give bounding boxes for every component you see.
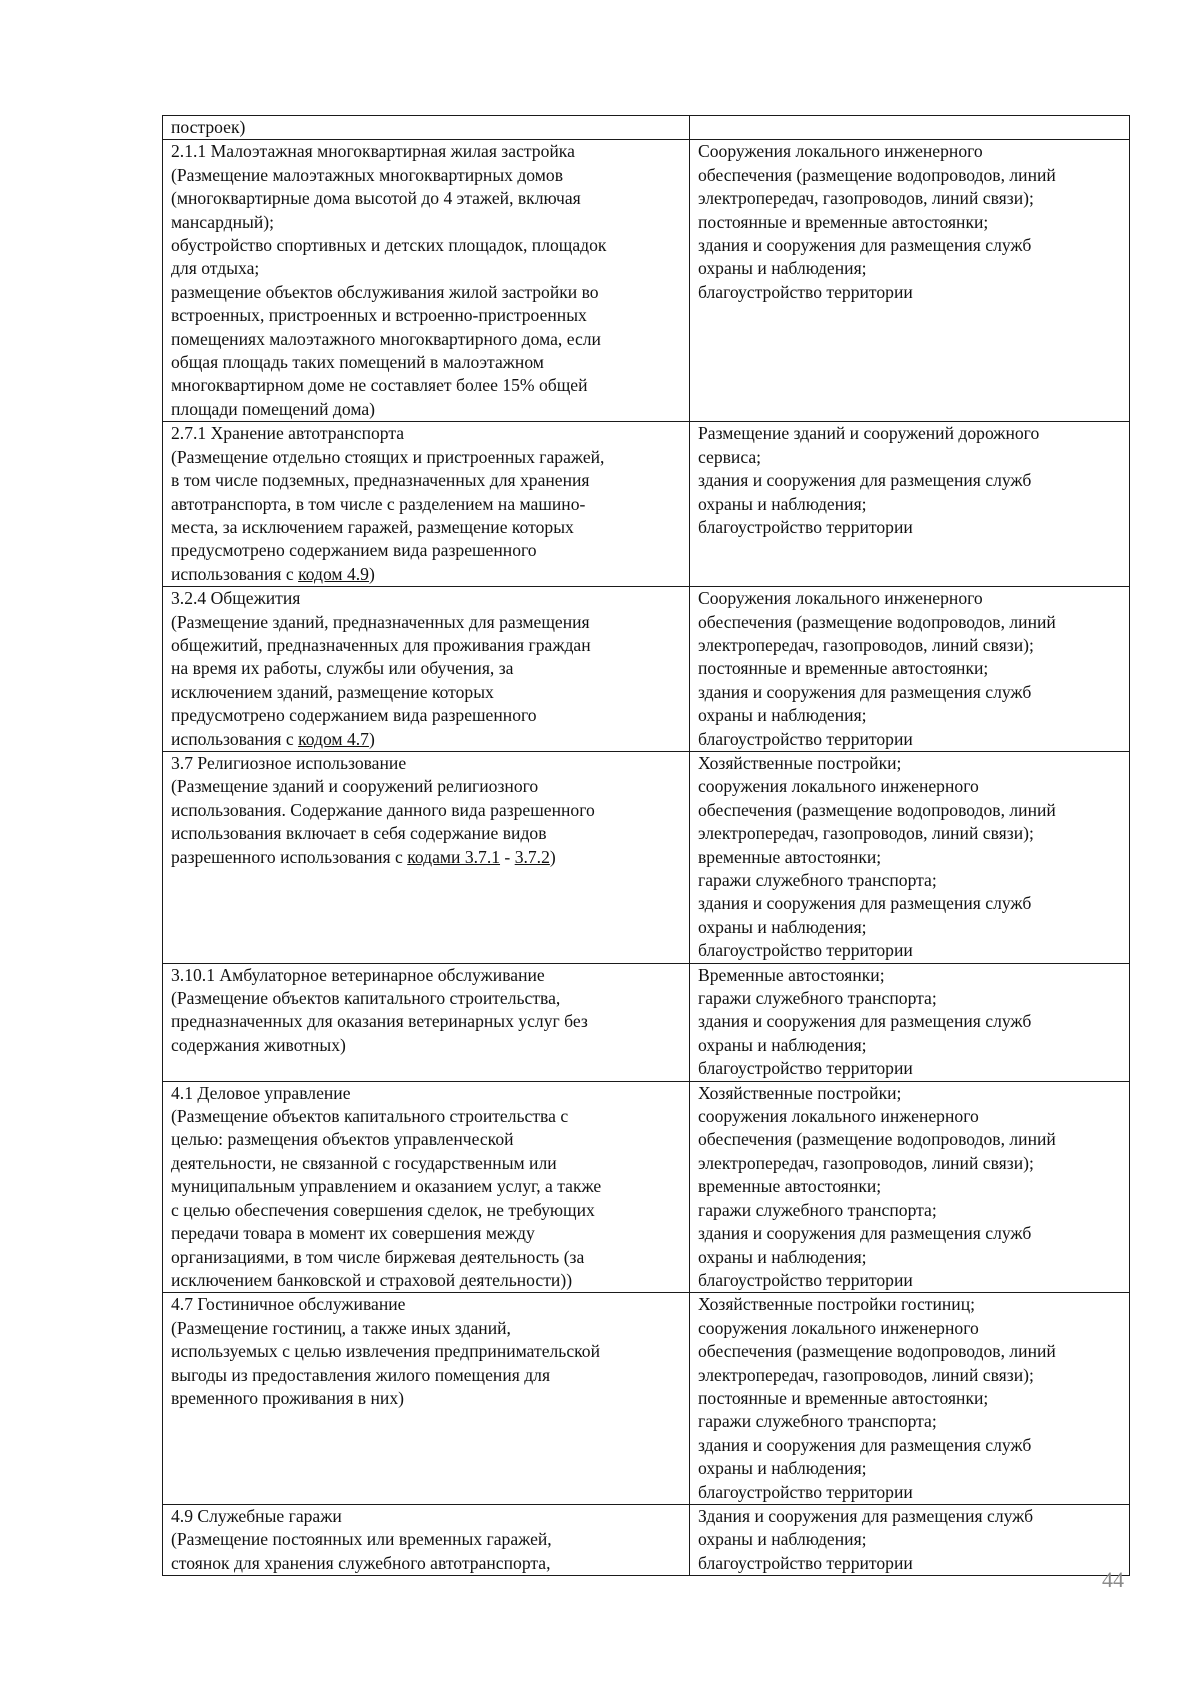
text-line: места, за исключением гаражей, размещение которых: [171, 516, 574, 537]
text-line: Сооружения локального инженерного: [698, 141, 983, 162]
text-line: охраны и наблюдения;: [698, 1458, 867, 1479]
text-line: охраны и наблюдения;: [698, 916, 867, 937]
text-line: 2.1.1 Малоэтажная многоквартирная жилая застройка: [171, 141, 575, 162]
text-line: используемых с целью извлечения предпринимательской: [171, 1341, 601, 1362]
land-use-type-cell: [163, 751, 690, 963]
text-line: благоустройство территории: [698, 516, 913, 537]
text-line: благоустройство территории: [698, 281, 913, 302]
text-line: обеспечения (размещение водопроводов, линий: [698, 1129, 1056, 1150]
text-line: постоянные и временные автостоянки;: [698, 1387, 989, 1408]
text-line: здания и сооружения для размещения служб: [698, 1011, 1032, 1032]
text-line: предназначенных для оказания ветеринарных услуг без: [171, 1011, 588, 1032]
text-line: охраны и наблюдения;: [698, 258, 867, 279]
land-use-type-cell: [163, 963, 690, 1081]
text-line: Размещение зданий и сооружений дорожного: [698, 423, 1040, 444]
code-reference-link[interactable]: кодом 4.7: [298, 728, 369, 749]
text-line: 4.7 Гостиничное обслуживание: [171, 1294, 406, 1315]
text-fragment: использования с: [171, 728, 299, 749]
text-line: исключением банковской и страховой деятельности)): [171, 1269, 573, 1290]
text-line: здания и сооружения для размещения служб: [698, 681, 1032, 702]
land-use-type-cell: [163, 1293, 690, 1505]
text-line: сооружения локального инженерного: [698, 1106, 979, 1127]
auxiliary-use-cell: [690, 1081, 1130, 1293]
text-line: электропередач, газопроводов, линий связи);: [698, 634, 1034, 655]
text-fragment: разрешенного использования с: [171, 846, 408, 867]
text-fragment: ): [368, 728, 375, 749]
text-line: на время их работы, службы или обучения, за: [171, 658, 514, 679]
text-line: [171, 846, 685, 869]
text-line: благоустройство территории: [698, 940, 913, 961]
table-row: [163, 587, 1130, 752]
text-line: в том числе подземных, предназначенных для хранения: [171, 470, 590, 491]
text-line: (Размещение постоянных или временных гаражей,: [171, 1529, 552, 1550]
text-line: сервиса;: [698, 446, 762, 467]
text-line: предусмотрено содержанием вида разрешенного: [171, 705, 537, 726]
text-line: 3.10.1 Амбулаторное ветеринарное обслуживание: [171, 964, 545, 985]
text-line: предусмотрено содержанием вида разрешенного: [171, 540, 537, 561]
auxiliary-use-cell: [690, 140, 1130, 422]
text-line: обеспечения (размещение водопроводов, линий: [698, 1341, 1056, 1362]
text-line: (многоквартирные дома высотой до 4 этажей, включая: [171, 188, 581, 209]
text-line: деятельности, не связанной с государственным или: [171, 1152, 557, 1173]
auxiliary-use-cell: [690, 1293, 1130, 1505]
text-line: целью: размещения объектов управленческой: [171, 1129, 514, 1150]
table-row: [163, 140, 1130, 422]
text-line: содержания животных): [171, 1034, 346, 1055]
text-line: помещениях малоэтажного многоквартирного дома, если: [171, 328, 601, 349]
text-line: благоустройство территории: [698, 1058, 913, 1079]
auxiliary-use-cell: [690, 751, 1130, 963]
text-line: выгоды из предоставления жилого помещения для: [171, 1364, 551, 1385]
text-line: охраны и наблюдения;: [698, 1246, 867, 1267]
text-line: обеспечения (размещение водопроводов, линий: [698, 611, 1056, 632]
text-line: постоянные и временные автостоянки;: [698, 211, 989, 232]
text-line: передачи товара в момент их совершения между: [171, 1223, 535, 1244]
text-line: 3.7 Религиозное использование: [171, 752, 407, 773]
text-line: использования включает в себя содержание видов: [171, 823, 547, 844]
text-fragment: использования с: [171, 563, 299, 584]
text-line: размещение объектов обслуживания жилой застройки во: [171, 281, 599, 302]
table-row: [163, 1293, 1130, 1505]
text-line: Сооружения локального инженерного: [698, 588, 983, 609]
text-line: временные автостоянки;: [698, 846, 882, 867]
text-fragment: -: [500, 846, 515, 867]
land-use-table: [162, 115, 1130, 1576]
text-line: 4.9 Служебные гаражи: [171, 1505, 342, 1526]
text-line: временные автостоянки;: [698, 1176, 882, 1197]
text-line: благоустройство территории: [698, 1552, 913, 1573]
text-line: гаражи служебного транспорта;: [698, 1411, 937, 1432]
text-line: площади помещений дома): [171, 398, 376, 419]
land-use-table-body: [163, 116, 1130, 1576]
text-line: (Размещение малоэтажных многоквартирных домов: [171, 164, 564, 185]
table-row: [163, 1081, 1130, 1293]
text-line: стоянок для хранения служебного автотранспорта,: [171, 1552, 551, 1573]
text-line: благоустройство территории: [698, 1269, 913, 1290]
text-line: охраны и наблюдения;: [698, 1034, 867, 1055]
text-line: временного проживания в них): [171, 1387, 404, 1408]
text-line: с целью обеспечения совершения сделок, не требующих: [171, 1199, 595, 1220]
text-line: сооружения локального инженерного: [698, 1317, 979, 1338]
text-line: (Размещение отдельно стоящих и пристроенных гаражей,: [171, 446, 605, 467]
text-line: многоквартирном доме не составляет более 15% общей: [171, 375, 588, 396]
text-line: исключением зданий, размещение которых: [171, 681, 494, 702]
land-use-type-cell: [163, 587, 690, 752]
text-line: благоустройство территории: [698, 1481, 913, 1502]
text-line: 3.2.4 Общежития: [171, 588, 301, 609]
text-fragment: ): [368, 563, 375, 584]
text-line: Хозяйственные постройки гостиниц;: [698, 1294, 976, 1315]
table-row: [163, 422, 1130, 587]
text-line: постоянные и временные автостоянки;: [698, 658, 989, 679]
text-line: здания и сооружения для размещения служб: [698, 470, 1032, 491]
code-reference-link[interactable]: 3.7.2: [514, 846, 550, 867]
text-line: использования. Содержание данного вида разрешенного: [171, 799, 595, 820]
text-line: здания и сооружения для размещения служб: [698, 893, 1032, 914]
text-line: мансардный);: [171, 211, 274, 232]
text-line: электропередач, газопроводов, линий связи);: [698, 823, 1034, 844]
auxiliary-use-cell: [690, 116, 1130, 140]
text-line: гаражи служебного транспорта;: [698, 988, 937, 1009]
text-line: охраны и наблюдения;: [698, 1529, 867, 1550]
text-line: [171, 563, 685, 586]
text-line: построек): [171, 117, 246, 137]
text-line: здания и сооружения для размещения служб: [698, 1434, 1032, 1455]
auxiliary-use-cell: [690, 422, 1130, 587]
code-reference-link[interactable]: кодами 3.7.1: [407, 846, 501, 867]
text-line: встроенных, пристроенных и встроенно-пристроенных: [171, 305, 587, 326]
text-line: обустройство спортивных и детских площадок, площадок: [171, 235, 607, 256]
text-line: (Размещение зданий, предназначенных для размещения: [171, 611, 590, 632]
auxiliary-use-cell: [690, 587, 1130, 752]
table-row: [163, 751, 1130, 963]
table-row: [163, 116, 1130, 140]
text-line: электропередач, газопроводов, линий связи);: [698, 1364, 1034, 1385]
text-line: (Размещение объектов капитального строительства,: [171, 988, 561, 1009]
text-line: сооружения локального инженерного: [698, 776, 979, 797]
land-use-type-cell: [163, 422, 690, 587]
text-line: (Размещение гостиниц, а также иных зданий,: [171, 1317, 511, 1338]
text-line: гаражи служебного транспорта;: [698, 1199, 937, 1220]
page-number: 44: [1102, 1567, 1124, 1592]
land-use-type-cell: [163, 1081, 690, 1293]
text-line: Хозяйственные постройки;: [698, 752, 902, 773]
text-line: Хозяйственные постройки;: [698, 1082, 902, 1103]
text-line: (Размещение объектов капитального строительства с: [171, 1106, 569, 1127]
land-use-type-cell: [163, 1504, 690, 1575]
text-line: организациями, в том числе биржевая деятельность (за: [171, 1246, 585, 1267]
auxiliary-use-cell: [690, 963, 1130, 1081]
text-fragment: ): [549, 846, 556, 867]
text-line: охраны и наблюдения;: [698, 493, 867, 514]
table-row: [163, 963, 1130, 1081]
text-line: для отдыха;: [171, 258, 260, 279]
text-line: здания и сооружения для размещения служб: [698, 1223, 1032, 1244]
text-line: охраны и наблюдения;: [698, 705, 867, 726]
land-use-type-cell: [163, 116, 690, 140]
text-line: общежитий, предназначенных для проживания граждан: [171, 634, 591, 655]
text-line: 4.1 Деловое управление: [171, 1082, 351, 1103]
text-line: [171, 728, 685, 751]
auxiliary-use-cell: [690, 1504, 1130, 1575]
text-line: Здания и сооружения для размещения служб: [698, 1505, 1034, 1526]
text-line: Временные автостоянки;: [698, 964, 885, 985]
text-line: муниципальным управлением и оказанием услуг, а также: [171, 1176, 602, 1197]
text-line: электропередач, газопроводов, линий связи);: [698, 188, 1034, 209]
land-use-type-cell: [163, 140, 690, 422]
code-reference-link[interactable]: кодом 4.9: [298, 563, 369, 584]
text-line: (Размещение зданий и сооружений религиозного: [171, 776, 539, 797]
text-line: электропередач, газопроводов, линий связи);: [698, 1152, 1034, 1173]
text-line: обеспечения (размещение водопроводов, линий: [698, 799, 1056, 820]
text-line: гаражи служебного транспорта;: [698, 870, 937, 890]
text-line: общая площадь таких помещений в малоэтажном: [171, 352, 544, 373]
text-line: автотранспорта, в том числе с разделением на машино-: [171, 493, 586, 514]
table-row: [163, 1504, 1130, 1575]
text-line: здания и сооружения для размещения служб: [698, 235, 1032, 256]
text-line: 2.7.1 Хранение автотранспорта: [171, 423, 405, 444]
text-line: обеспечения (размещение водопроводов, линий: [698, 164, 1056, 185]
text-line: благоустройство территории: [698, 728, 913, 749]
